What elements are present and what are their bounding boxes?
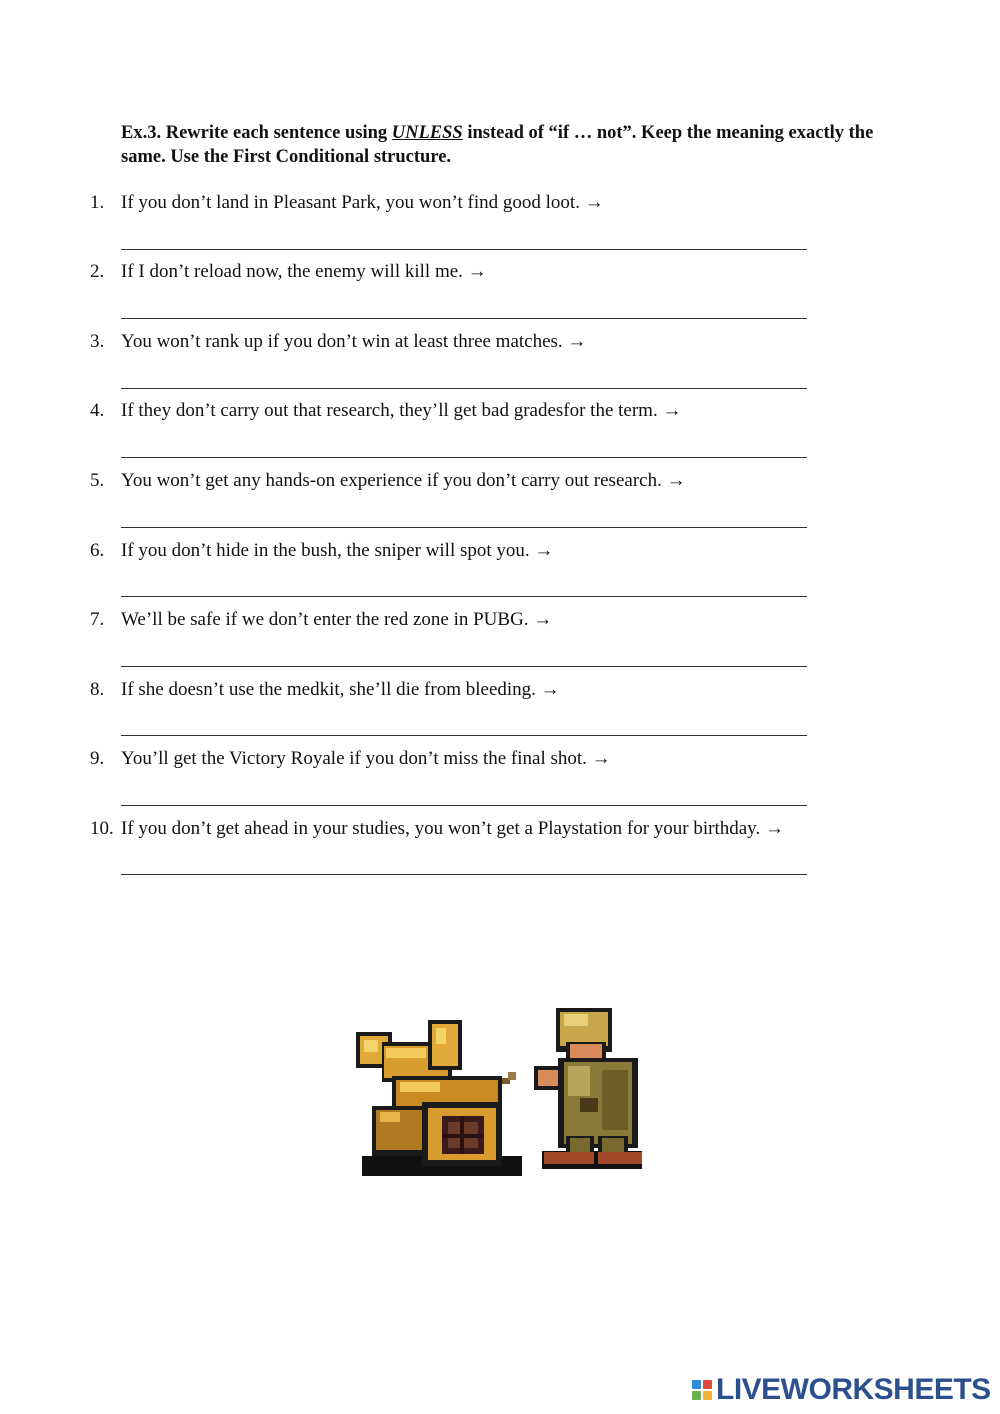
item-sentence: You won’t get any hands-on experience if you don’t carry out research. → bbox=[121, 470, 686, 491]
answer-field-4[interactable] bbox=[121, 437, 807, 458]
exercise-item-7 bbox=[90, 608, 850, 632]
answer-field-1[interactable] bbox=[121, 229, 807, 250]
item-sentence: If I don’t reload now, the enemy will kill me. → bbox=[121, 261, 487, 282]
exercise-item-8 bbox=[90, 678, 850, 702]
liveworksheets-logo bbox=[692, 1375, 991, 1405]
soldier-sprite bbox=[534, 1008, 642, 1164]
answer-field-6[interactable] bbox=[121, 576, 807, 597]
answer-field-2[interactable] bbox=[121, 298, 807, 319]
logo-square bbox=[692, 1391, 701, 1400]
answer-field-3[interactable] bbox=[121, 368, 807, 389]
item-sentence: If you don’t get ahead in your studies, you won’t get a Playstation for your birthday. → bbox=[121, 818, 784, 839]
exercise-instruction bbox=[121, 121, 881, 169]
item-number: 3. bbox=[90, 331, 105, 352]
logo-square bbox=[703, 1380, 712, 1389]
item-sentence: If they don’t carry out that research, they’ll get bad gradesfor the term. → bbox=[121, 400, 682, 421]
item-sentence: We’ll be safe if we don’t enter the red zone in PUBG. → bbox=[121, 609, 553, 630]
item-number: 8. bbox=[90, 679, 105, 700]
item-number: 5. bbox=[90, 470, 105, 491]
exercise-item-3 bbox=[90, 330, 850, 354]
exercise-item-1 bbox=[90, 191, 850, 215]
answer-field-8[interactable] bbox=[121, 715, 807, 736]
answer-field-5[interactable] bbox=[121, 507, 807, 528]
answer-field-7[interactable] bbox=[121, 646, 807, 667]
item-number: 10. bbox=[90, 818, 114, 839]
item-number: 6. bbox=[90, 540, 105, 561]
cannon-and-soldier-pixel-art-icon bbox=[352, 1006, 652, 1186]
item-sentence: If she doesn’t use the medkit, she’ll die from bleeding. → bbox=[121, 679, 560, 700]
liveworksheets-mark-icon bbox=[692, 1380, 712, 1400]
answer-field-9[interactable] bbox=[121, 785, 807, 806]
item-sentence: If you don’t land in Pleasant Park, you won’t find good loot. → bbox=[121, 192, 604, 213]
item-sentence: If you don’t hide in the bush, the sniper will spot you. → bbox=[121, 540, 554, 561]
item-number: 9. bbox=[90, 748, 105, 769]
cannon-sprite bbox=[356, 1020, 516, 1166]
instruction-keyword: UNLESS bbox=[391, 123, 463, 143]
item-number: 1. bbox=[90, 192, 105, 213]
answer-field-10[interactable] bbox=[121, 854, 807, 875]
item-number: 4. bbox=[90, 400, 105, 421]
logo-square bbox=[692, 1380, 701, 1389]
item-number: 2. bbox=[90, 261, 105, 282]
instruction-suffix: instead of “if … not”. Keep the meaning exactly the same. Use the First Conditional structure. bbox=[121, 123, 874, 167]
exercise-item-2 bbox=[90, 260, 850, 284]
exercise-item-9 bbox=[90, 747, 850, 771]
exercise-item-6 bbox=[90, 539, 850, 563]
exercise-item-10 bbox=[90, 817, 850, 841]
item-number: 7. bbox=[90, 609, 105, 630]
exercise-item-4 bbox=[90, 399, 850, 423]
item-sentence: You’ll get the Victory Royale if you don’t miss the final shot. → bbox=[121, 748, 611, 769]
exercise-item-5 bbox=[90, 469, 850, 493]
item-sentence: You won’t rank up if you don’t win at least three matches. → bbox=[121, 331, 587, 352]
instruction-prefix: Ex.3. Rewrite each sentence using bbox=[121, 123, 392, 143]
logo-text: LIVEWORKSHEETS bbox=[716, 1373, 991, 1406]
logo-square bbox=[703, 1391, 712, 1400]
